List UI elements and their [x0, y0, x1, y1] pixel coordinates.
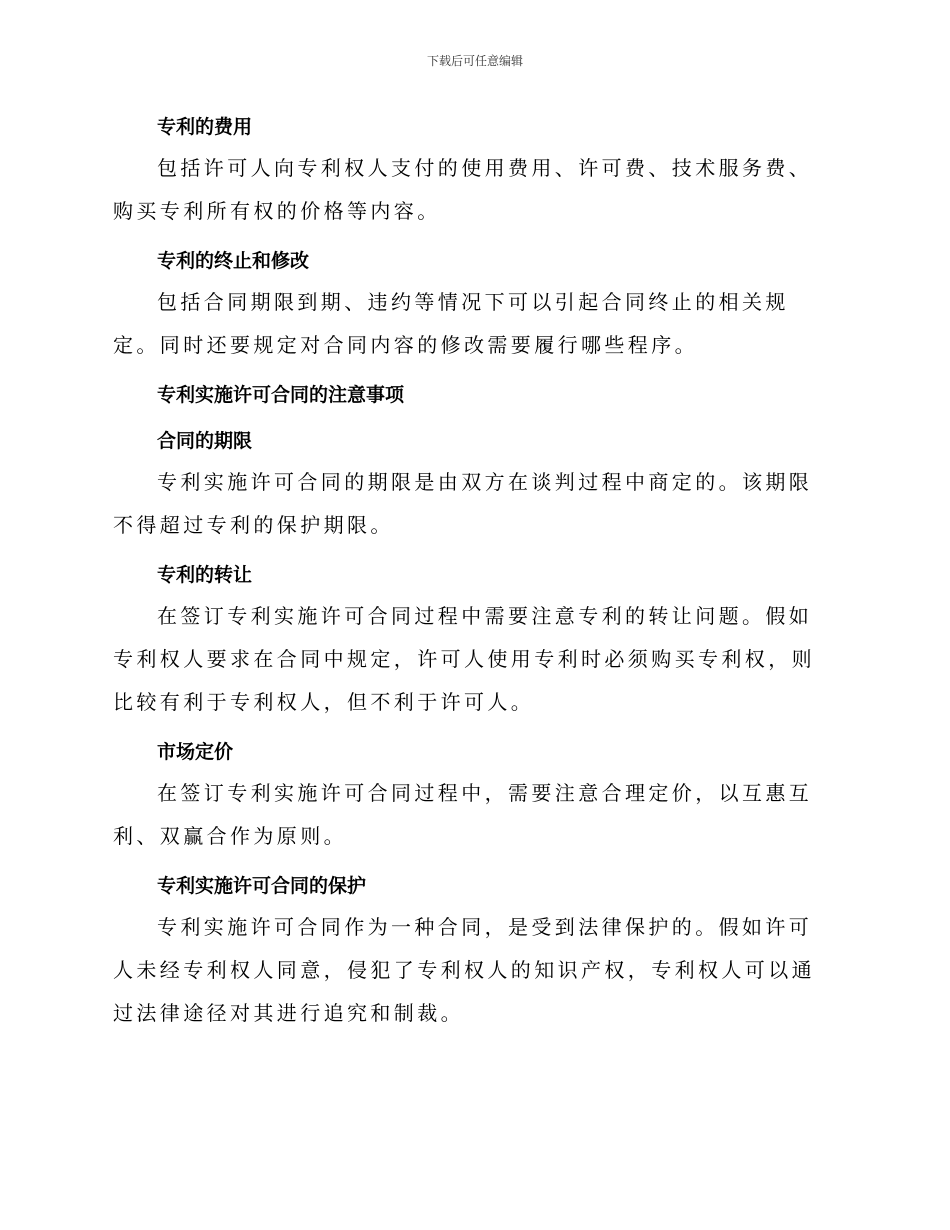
section-paragraph: 包括合同期限到期、违约等情况下可以引起合同终止的相关规定。同时还要规定对合同内容的修改需要履行哪些程序。 [113, 290, 789, 357]
section-paragraph: 包括许可人向专利权人支付的使用费用、许可费、技术服务费、购买专利所有权的价格等内容。 [113, 156, 813, 223]
section-paragraph: 专利实施许可合同的期限是由双方在谈判过程中商定的。该期限不得超过专利的保护期限。 [113, 470, 813, 537]
section-heading: 市场定价 [157, 741, 234, 763]
section-heading: 专利的费用 [157, 116, 253, 138]
section-paragraph: 专利实施许可合同作为一种合同，是受到法律保护的。假如许可人未经专利权人同意，侵犯了专利权人的知识产权，专利权人可以通过法律途径对其进行追究和制裁。 [113, 915, 815, 1025]
section-heading: 专利实施许可合同的保护 [157, 875, 367, 897]
page-header: 下载后可任意编辑 [426, 54, 523, 68]
section-heading: 专利的终止和修改 [157, 250, 310, 272]
document-body [113, 107, 833, 1043]
section-paragraph: 在签订专利实施许可合同过程中，需要注意合理定价，以互惠互利、双赢合作为原则。 [113, 781, 813, 848]
section-heading: 合同的期限 [157, 430, 253, 452]
section-heading: 专利实施许可合同的注意事项 [157, 384, 405, 406]
section-paragraph: 在签订专利实施许可合同过程中需要注意专利的转让问题。假如专利权人要求在合同中规定，许可人使用专利时必须购买专利权，则比较有利于专利权人，但不利于许可人。 [113, 604, 815, 714]
section-heading: 专利的转让 [157, 564, 253, 586]
